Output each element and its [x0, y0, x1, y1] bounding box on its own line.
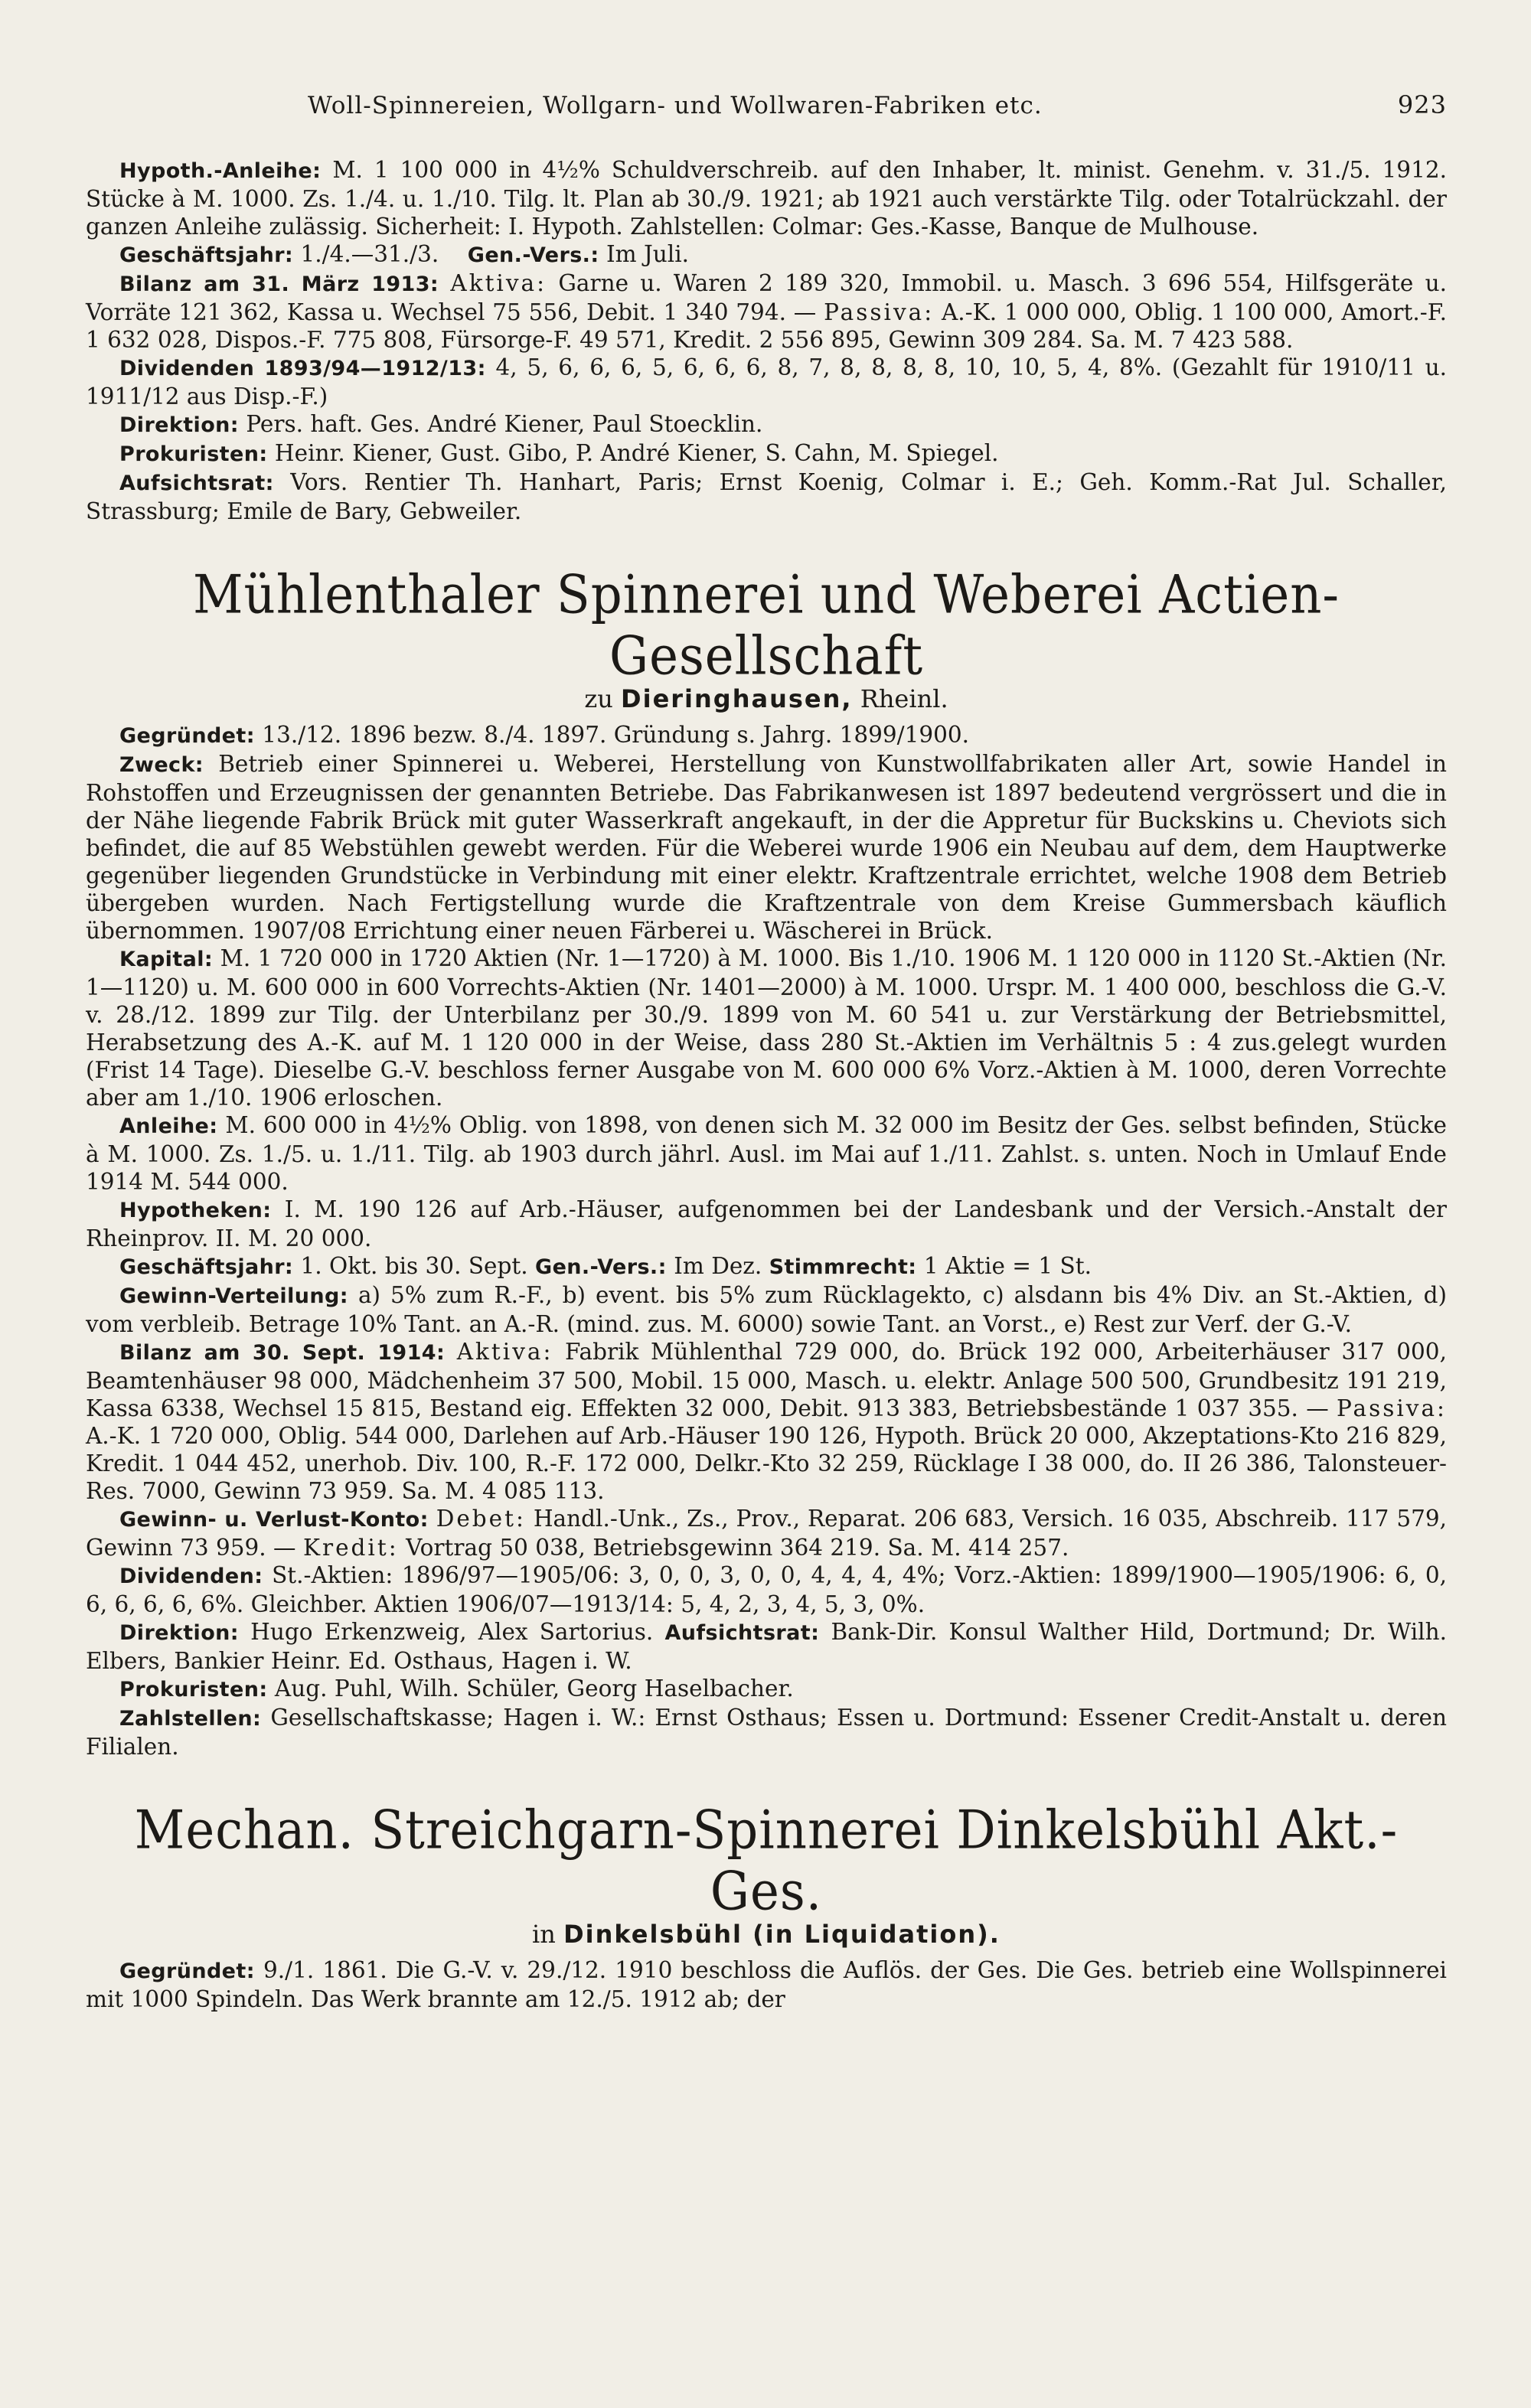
passiva-label: Passiva: [824, 299, 935, 325]
entry-label: Bilanz am 31. März 1913: [119, 272, 439, 296]
hypotheken-entry [86, 1196, 1447, 1252]
running-title: Woll-Spinnereien, Wollgarn- und Wollwaren-Fabriken etc. [308, 92, 1043, 119]
entry-label: Direktion: [119, 1621, 239, 1645]
entry-text: Gesellschaftskasse; Hagen i. W.: Ernst Osthaus; Essen u. Dortmund: Essener Credit-Anstalt u. deren Filialen. [86, 1705, 1447, 1760]
passiva-label: Passiva: [1336, 1395, 1447, 1421]
entry-text: 13./12. 1896 bezw. 8./4. 1897. Gründung s. Jahrg. 1899/1900. [262, 722, 970, 748]
aufsichtsrat-label: Aufsichtsrat: [664, 1621, 820, 1645]
entry-label: Direktion: [119, 413, 239, 437]
entry-label: Kapital: [119, 948, 214, 971]
entry-label: Anleihe: [119, 1114, 218, 1138]
entry-label: Prokuristen: [119, 1678, 268, 1702]
entry-label: Aufsichtsrat: [119, 471, 274, 495]
geschaeftsjahr-entry [86, 1252, 1447, 1281]
entry-text: Betrieb einer Spinnerei u. Weberei, Herstellung von Kunstwollfabrikaten aller Art, sowie Handel in Rohstoffen und Erzeugnissen der genannten Betriebe. Das Fabrikanwesen ist 1897 bedeutend vergrössert und die in der Nähe liegende Fabrik Brück mit guter Wasserkraft angekauft, in der die Appretur für Buckskins u. Cheviots sich befindet, die auf 85 Webstühlen gewebt werden. Für die Weberei wurde 1906 ein Neubau auf dem, dem Hauptwerke gegenüber liegenden Grundstücke in Verbindung mit einer elektr. Kraftzentrale errichtet, welche 1908 dem Betrieb übergeben wurden. Nach Fertigstellung wurde die Kraftzentrale von dem Kreise Gummersbach käuflich übernommen. 1907/08 Errichtung einer neuen Färberei u. Wäscherei in Brück. [86, 751, 1447, 944]
entry-label: Geschäftsjahr: [119, 1255, 294, 1279]
entry-text: 1./4.—31./3. [300, 241, 439, 267]
company-place: Dinkelsbühl (in Liquidation). [563, 1920, 1001, 1949]
gv-text: Im Dez. [674, 1253, 762, 1279]
entry-text: a) 5% zum R.-F., b) event. bis 5% zum Rücklagekto, c) alsdann bis 4% Div. an St.-Aktien, d) vom verbleib. Betrage 10% Tant. an A.-R. (mind. zus. M. 6000) sowie Tant. an Vorst., e) Rest zur Verf. der G.-V. [86, 1282, 1447, 1337]
entry-label: Zahlstellen: [119, 1707, 262, 1731]
gegruendet-entry [86, 1956, 1447, 2013]
passiva-text: A.-K. 1 720 000, Oblig. 544 000, Darlehen auf Arb.-Häuser 190 126, Hypoth. Brück 20 000, Akzeptations-Kto 216 829, Kredit. 1 044 452, unerhob. Div. 100, R.-F. 172 000, Delkr.-Kto 32 259, Rücklage I 38 000, do. II 26 386, Talonsteuer-Res. 7000, Gewinn 73 959. Sa. M. 4 085 113. [86, 1423, 1447, 1504]
aufsichtsrat-entry [86, 468, 1447, 525]
entry-text: St.-Aktien: 1896/97—1905/06: 3, 0, 0, 3, 0, 0, 4, 4, 4, 4%; Vorz.-Aktien: 1899/1900—1905/1906: 6, 0, 6, 6, 6, 6, 6%. Gleichber. Aktien 1906/07—1913/14: 5, 4, 2, 3, 4, 5, 3, 0%. [86, 1562, 1447, 1617]
stimmrecht-text: 1 Aktie = 1 St. [923, 1253, 1092, 1279]
entry-text: 4, 5, 6, 6, 6, 5, 6, 6, 6, 8, 7, 8, 8, 8, 8, 10, 10, 5, 4, 8%. (Gezahlt für 1910/11 u. 1911/12 aus Disp.-F.) [86, 354, 1447, 409]
running-head [308, 90, 1447, 119]
entry-text: 9./1. 1861. Die G.-V. v. 29./12. 1910 beschloss die Auflös. der Ges. Die Ges. betrieb eine Wollspinnerei mit 1000 Spindeln. Das Werk brannte am 12./5. 1912 ab; der [86, 1957, 1447, 2012]
entry-text: M. 600 000 in 4½% Oblig. von 1898, von denen sich M. 32 000 im Besitz der Ges. selbst befinden, Stücke à M. 1000. Zs. 1./5. u. 1./11. Tilg. ab 1903 durch jährl. Ausl. im Mai auf 1./11. Zahlst. s. unten. Noch in Umlauf Ende 1914 M. 544 000. [86, 1112, 1447, 1195]
prokuristen-entry [86, 439, 1447, 468]
entry-label: Bilanz am 30. Sept. 1914: [119, 1341, 446, 1365]
entry-label: Zweck: [119, 753, 204, 777]
aktiva-text: Garne u. Waren 2 189 320, Immobil. u. Masch. 3 696 554, Hilfsgeräte u. Vorräte 121 362, Kassa u. Wechsel 75 556, Debit. 1 340 794. — [86, 270, 1447, 325]
gegruendet-entry [86, 721, 1447, 750]
zahlstellen-entry [86, 1704, 1447, 1760]
entry-label: Prokuristen: [119, 442, 268, 466]
entry-text: Hugo Erkenzweig, Alex Sartorius. [250, 1619, 654, 1645]
company-muehlenthaler [86, 565, 1447, 1760]
kredit-text: Vortrag 50 038, Betriebsgewinn 364 219. Sa. M. 414 257. [406, 1535, 1069, 1561]
entry-label: Dividenden 1893/94—1912/13: [119, 357, 486, 380]
company-subtitle [86, 683, 1447, 715]
entry-label: Hypoth.-Anleihe: [119, 159, 322, 183]
anleihe-entry [86, 156, 1447, 240]
entry-label: Geschäftsjahr: [119, 243, 294, 267]
entry-text: M. 1 720 000 in 1720 Aktien (Nr. 1—1720) à M. 1000. Bis 1./10. 1906 M. 1 120 000 in 1120 St.-Aktien (Nr. 1—1120) u. M. 600 000 in 600 Vorrechts-Aktien (Nr. 1401—2000) à M. 1000. Urspr. M. 1 400 000, beschloss die G.-V. v. 28./12. 1899 zur Tilg. der Unterbilanz per 30./9. 1899 von M. 60 541 u. zur Verstärkung der Betriebsmittel, Herabsetzung des A.-K. auf M. 1 120 000 in der Weise, dass 280 St.-Aktien im Verhältnis 5 : 4 zus.gelegt wurden (Frist 14 Tage). Dieselbe G.-V. beschloss ferner Ausgabe von M. 600 000 6% Vorz.-Aktien à M. 1000, deren Vorrechte aber am 1./10. 1906 erloschen. [86, 945, 1447, 1111]
company-region: Rheinl. [860, 684, 948, 713]
direktion-entry [86, 410, 1447, 439]
entry-text: Heinr. Kiener, Gust. Gibo, P. André Kiener, S. Cahn, M. Spiegel. [274, 440, 999, 466]
entry-text: I. M. 190 126 auf Arb.-Häuser, aufgenommen bei der Landesbank und der Versich.-Anstalt der Rheinprov. II. M. 20 000. [86, 1196, 1447, 1251]
entry-label: Gewinn- u. Verlust-Konto: [119, 1508, 429, 1532]
entry-label: Hypotheken: [119, 1199, 272, 1222]
company-subtitle [86, 1918, 1447, 1950]
entry-label: Gewinn-Verteilung: [119, 1284, 348, 1308]
aufsichtsrat-text: Bank-Dir. Konsul Walther Hild, Dortmund; Dr. Wilh. Elbers, Bankier Heinr. Ed. Osthaus, Hagen i. W. [86, 1619, 1447, 1674]
company-prefix: in [532, 1920, 556, 1949]
gv-text: Im Juli. [606, 241, 690, 267]
aktiva-text: Fabrik Mühlenthal 729 000, do. Brück 192 000, Arbeiterhäuser 317 000, Beamtenhäuser 98 000, Mädchenheim 37 500, Mobil. 15 000, Masch. u. elektr. Anlage 500 500, Grundbesitz 191 219, Kassa 6338, Wechsel 15 815, Bestand eig. Effekten 32 000, Debit. 913 383, Betriebsbestände 1 037 355. — [86, 1339, 1447, 1421]
geschaeftsjahr-entry [86, 240, 1447, 269]
gewinn-verlust-entry [86, 1505, 1447, 1561]
dividenden-entry [86, 354, 1447, 410]
debet-text: Handl.-Unk., Zs., Prov., Reparat. 206 683, Versich. 16 035, Abschreib. 117 579, Gewinn 73 959. — [86, 1506, 1447, 1561]
company-title: Mühlenthaler Spinnerei und Weberei Actien-Gesellschaft [192, 565, 1340, 687]
entry-text: Aug. Puhl, Wilh. Schüler, Georg Haselbacher. [274, 1675, 794, 1702]
dividenden-entry [86, 1561, 1447, 1618]
passiva-text: A.-K. 1 000 000, Oblig. 1 100 000, Amort.-F. 1 632 028, Dispos.-F. 775 808, Fürsorge-F. 49 571, Kredit. 2 556 895, Gewinn 309 284. Sa. M. 7 423 588. [86, 299, 1447, 353]
previous-company-continuation [86, 156, 1447, 525]
aktiva-label: Aktiva: [450, 270, 547, 296]
entry-text: M. 1 100 000 in 4½% Schuldverschreib. auf den Inhaber, lt. minist. Genehm. v. 31./5. 1912. Stücke à M. 1000. Zs. 1./4. u. 1./10. Tilg. lt. Plan ab 30./9. 1921; ab 1921 auch verstärkte Tilg. oder Totalrückzahl. der ganzen Anleihe zulässig. Sicherheit: I. Hypoth. Zahlstellen: Colmar: Ges.-Kasse, Banque de Mulhouse. [86, 157, 1447, 240]
debet-label: Debet: [436, 1506, 526, 1532]
gv-label: Gen.-Vers.: [467, 243, 599, 267]
zweck-entry [86, 750, 1447, 945]
bilanz-entry [86, 1338, 1447, 1505]
entry-label: Dividenden: [119, 1565, 263, 1588]
bilanz-entry [86, 269, 1447, 354]
gv-label: Gen.-Vers.: [535, 1255, 667, 1279]
company-title: Mechan. Streichgarn-Spinnerei Dinkelsbühl Akt.-Ges. [134, 1800, 1399, 1923]
gewinn-verteilung-entry [86, 1281, 1447, 1338]
prokuristen-entry [86, 1675, 1447, 1704]
kapital-entry [86, 945, 1447, 1111]
entry-label: Gegründet: [119, 1959, 255, 1983]
entry-text: 1. Okt. bis 30. Sept. [300, 1253, 528, 1279]
entry-text: Pers. haft. Ges. André Kiener, Paul Stoecklin. [246, 411, 763, 437]
company-place: Dieringhausen, [621, 684, 853, 713]
entry-label: Gegründet: [119, 724, 255, 748]
direktion-entry [86, 1618, 1447, 1675]
entry-text: Vors. Rentier Th. Hanhart, Paris; Ernst Koenig, Colmar i. E.; Geh. Komm.-Rat Jul. Schaller, Strassburg; Emile de Bary, Gebweiler. [86, 469, 1447, 524]
aktiva-label: Aktiva: [456, 1339, 553, 1365]
company-prefix: zu [584, 684, 613, 713]
company-dinkelsbuehl [86, 1800, 1447, 2013]
page-number: 923 [1397, 90, 1447, 119]
stimmrecht-label: Stimmrecht: [769, 1255, 917, 1279]
anleihe-entry [86, 1111, 1447, 1196]
kredit-label: Kredit: [302, 1535, 399, 1561]
